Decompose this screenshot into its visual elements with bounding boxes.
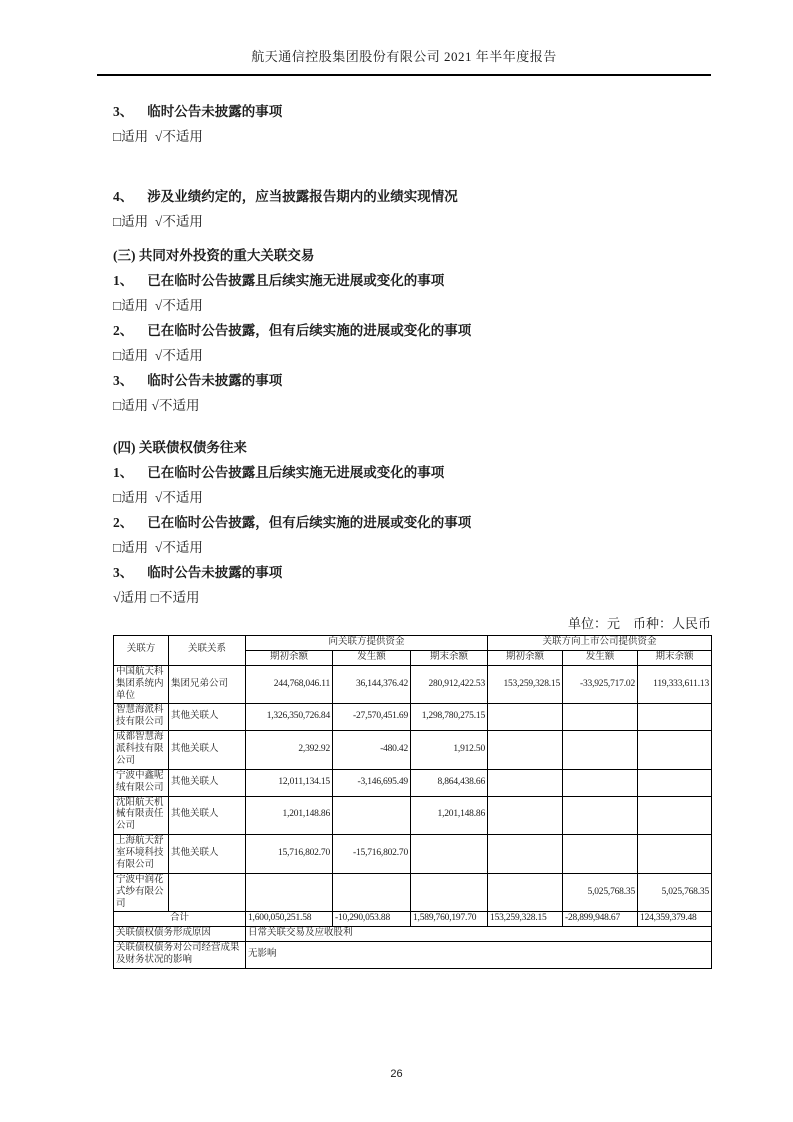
amount-cell: 15,716,802.70 (246, 835, 333, 874)
amount-cell (333, 796, 411, 835)
column-group-funds-from-related: 关联方向上市公司提供资金 (488, 636, 712, 651)
section-number: 3、 (113, 565, 134, 580)
amount-cell: -3,146,695.49 (333, 769, 411, 796)
section-heading (113, 513, 711, 533)
amount-cell (411, 873, 488, 912)
column-header-party: 关联方 (114, 636, 169, 666)
amount-cell: 153,259,328.15 (488, 665, 563, 704)
section-title: 已在临时公告披露，但有后续实施的进展或变化的事项 (147, 515, 472, 530)
section-heading (113, 271, 711, 291)
table-row (114, 835, 712, 874)
amount-cell: -33,925,717.02 (563, 665, 638, 704)
amount-cell (488, 731, 563, 770)
table-row (114, 731, 712, 770)
section-number: 1、 (113, 273, 134, 288)
relation-cell (169, 873, 246, 912)
party-cell: 成都智慧海派科技有限公司 (114, 731, 169, 770)
debt-formation-reason-value: 日常关联交易及应收股利 (246, 927, 712, 942)
column-header-closing-balance: 期末余额 (411, 650, 488, 665)
section-number: 2、 (113, 323, 134, 338)
amount-cell: -15,716,802.70 (333, 835, 411, 874)
section-title: 临时公告未披露的事项 (147, 104, 283, 119)
amount-cell: 119,333,611.13 (638, 665, 712, 704)
total-amount-cell: 1,589,760,197.70 (411, 912, 488, 927)
applicability-line: □适用 √不适用 (113, 129, 203, 144)
section-heading: (四) 关联债权债务往来 (113, 440, 247, 455)
section-title: 已在临时公告披露且后续实施无进展或变化的事项 (147, 273, 445, 288)
applicability-line: □适用 √不适用 (113, 398, 200, 413)
amount-cell (563, 731, 638, 770)
party-cell: 沈阳航天机械有限责任公司 (114, 796, 169, 835)
amount-cell (411, 835, 488, 874)
amount-cell: 36,144,376.42 (333, 665, 411, 704)
debt-formation-reason-row (114, 927, 712, 942)
amount-cell: 8,864,438.66 (411, 769, 488, 796)
table-row (114, 769, 712, 796)
related-debt-table (113, 635, 712, 969)
section-heading (113, 563, 711, 583)
applicability-line: □适用 √不适用 (113, 540, 203, 555)
amount-cell: 5,025,768.35 (638, 873, 712, 912)
amount-cell: 244,768,046.11 (246, 665, 333, 704)
amount-cell: 280,912,422.53 (411, 665, 488, 704)
table-header-row-groups (114, 636, 712, 651)
total-amount-cell: -28,899,948.67 (563, 912, 638, 927)
section-title: 已在临时公告披露，但有后续实施的进展或变化的事项 (147, 323, 472, 338)
amount-cell (563, 835, 638, 874)
amount-cell: -480.42 (333, 731, 411, 770)
applicability-line: □适用 √不适用 (113, 490, 203, 505)
section-heading (113, 371, 711, 391)
page-header-title: 航天通信控股集团股份有限公司 2021 年半年度报告 (251, 49, 557, 64)
amount-cell (638, 731, 712, 770)
amount-cell (488, 769, 563, 796)
column-group-funds-to-related: 向关联方提供资金 (246, 636, 488, 651)
header-rule (97, 74, 711, 76)
relation-cell: 其他关联人 (169, 769, 246, 796)
amount-cell (563, 769, 638, 796)
section-heading (113, 187, 711, 207)
total-amount-cell: 124,359,379.48 (638, 912, 712, 927)
total-amount-cell: 153,259,328.15 (488, 912, 563, 927)
amount-cell: 1,298,780,275.15 (411, 704, 488, 731)
party-cell: 中国航天科集团系统内单位 (114, 665, 169, 704)
party-cell: 智慧海派科技有限公司 (114, 704, 169, 731)
party-cell: 宁波中润花式纱有限公司 (114, 873, 169, 912)
column-header-opening-balance: 期初余额 (488, 650, 563, 665)
section-title: 涉及业绩约定的，应当披露报告期内的业绩实现情况 (147, 189, 458, 204)
section-number: 3、 (113, 104, 134, 119)
amount-cell: 12,011,134.15 (246, 769, 333, 796)
related-debt-table-body (114, 665, 712, 912)
amount-cell (333, 873, 411, 912)
column-header-closing-balance: 期末余额 (638, 650, 712, 665)
unit-currency-note: 单位：元 币种：人民币 (567, 616, 711, 631)
relation-cell: 集团兄弟公司 (169, 665, 246, 704)
amount-cell (638, 796, 712, 835)
total-row (114, 912, 712, 927)
debt-impact-row (114, 942, 712, 969)
total-label: 合计 (114, 912, 246, 927)
applicability-line: □适用 √不适用 (113, 298, 203, 313)
applicability-line: □适用 √不适用 (113, 214, 203, 229)
section-number: 1、 (113, 465, 134, 480)
amount-cell: 1,201,148.86 (411, 796, 488, 835)
relation-cell: 其他关联人 (169, 704, 246, 731)
debt-formation-reason-label: 关联债权债务形成原因 (114, 927, 246, 942)
party-cell: 宁波中鑫呢绒有限公司 (114, 769, 169, 796)
amount-cell (563, 704, 638, 731)
section-number: 2、 (113, 515, 134, 530)
page-number: 26 (390, 1068, 403, 1080)
amount-cell (246, 873, 333, 912)
relation-cell: 其他关联人 (169, 796, 246, 835)
amount-cell: -27,570,451.69 (333, 704, 411, 731)
table-row (114, 873, 712, 912)
amount-cell (563, 796, 638, 835)
total-amount-cell: 1,600,050,251.58 (246, 912, 333, 927)
amount-cell (638, 835, 712, 874)
relation-cell: 其他关联人 (169, 731, 246, 770)
table-row (114, 796, 712, 835)
section-heading (113, 463, 711, 483)
amount-cell (638, 769, 712, 796)
section-heading (113, 321, 711, 341)
section-number: 4、 (113, 189, 134, 204)
column-header-relation: 关联关系 (169, 636, 246, 666)
amount-cell: 1,326,350,726.84 (246, 704, 333, 731)
column-header-amount-incurred: 发生额 (333, 650, 411, 665)
debt-impact-value: 无影响 (246, 942, 712, 969)
section-heading (113, 102, 711, 122)
total-amount-cell: -10,290,053.88 (333, 912, 411, 927)
relation-cell: 其他关联人 (169, 835, 246, 874)
party-cell: 上海航天舒室环境科技有限公司 (114, 835, 169, 874)
applicability-line: □适用 √不适用 (113, 348, 203, 363)
amount-cell (488, 704, 563, 731)
section-title: 已在临时公告披露且后续实施无进展或变化的事项 (147, 465, 445, 480)
amount-cell: 5,025,768.35 (563, 873, 638, 912)
amount-cell (488, 835, 563, 874)
table-row (114, 704, 712, 731)
amount-cell (488, 796, 563, 835)
table-row (114, 665, 712, 704)
column-header-amount-incurred: 发生额 (563, 650, 638, 665)
amount-cell: 2,392.92 (246, 731, 333, 770)
section-number: 3、 (113, 373, 134, 388)
section-title: 临时公告未披露的事项 (147, 373, 283, 388)
section-heading: (三) 共同对外投资的重大关联交易 (113, 248, 315, 263)
amount-cell (638, 704, 712, 731)
column-header-opening-balance: 期初余额 (246, 650, 333, 665)
debt-impact-label: 关联债权债务对公司经营成果及财务状况的影响 (114, 942, 246, 969)
applicability-line: √适用 □不适用 (113, 590, 200, 605)
amount-cell: 1,201,148.86 (246, 796, 333, 835)
section-title: 临时公告未披露的事项 (147, 565, 283, 580)
amount-cell (488, 873, 563, 912)
amount-cell: 1,912.50 (411, 731, 488, 770)
